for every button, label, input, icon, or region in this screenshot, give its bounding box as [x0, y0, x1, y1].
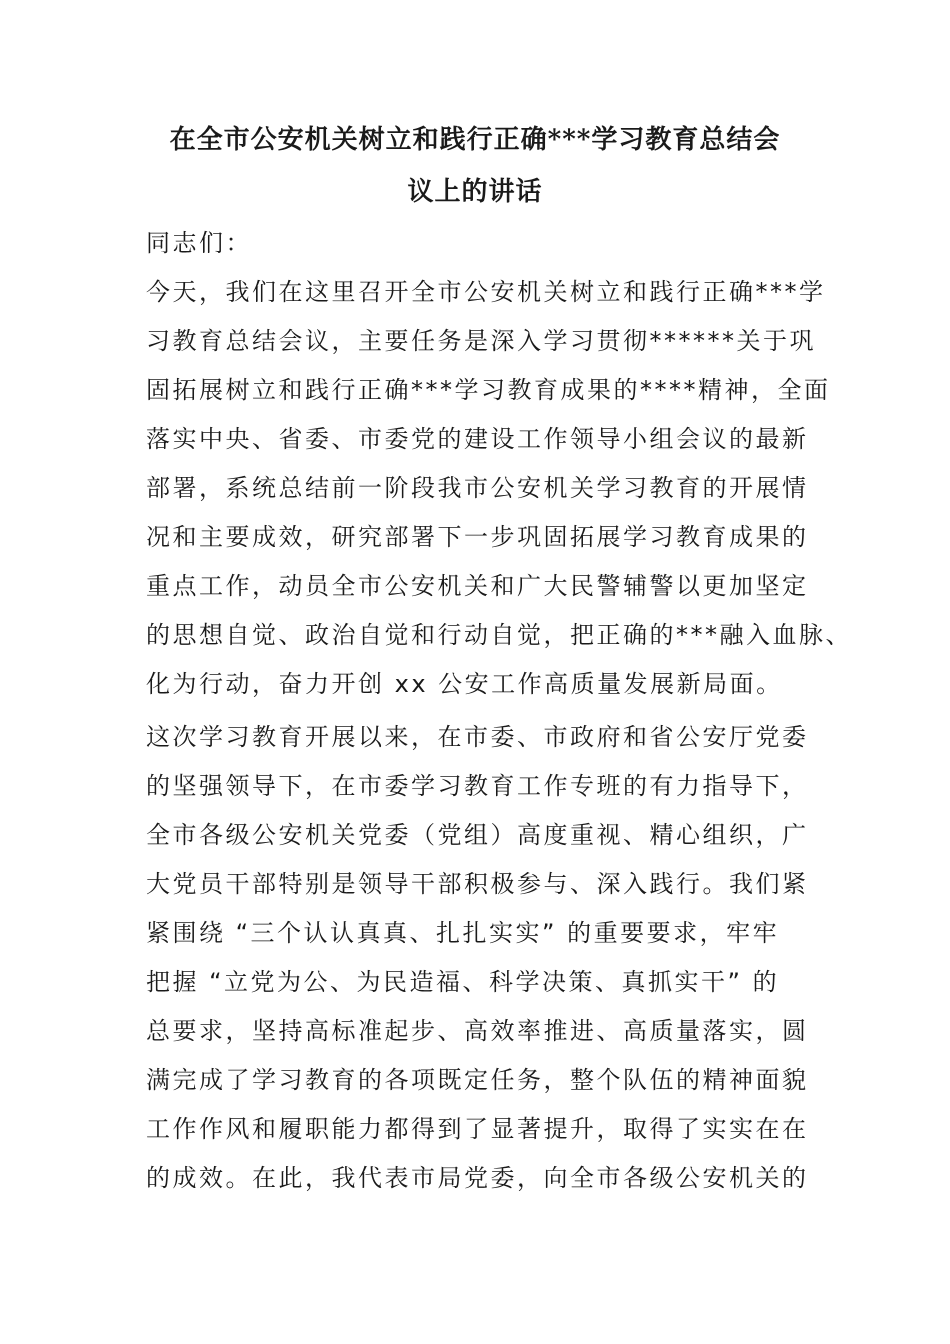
paragraph-1-line-9: 化为行动，奋力开创 xx 公安工作高质量发展新局面。	[146, 670, 783, 698]
paragraph-1-line-3: 固拓展树立和践行正确***学习教育成果的****精神，全面	[146, 376, 831, 404]
paragraph-1-line-7: 重点工作，动员全市公安机关和广大民警辅警以更加坚定	[146, 572, 809, 600]
paragraph-2-line-9: 工作作风和履职能力都得到了显著提升，取得了实实在在	[146, 1115, 809, 1143]
document-title-line-1: 在全市公安机关树立和践行正确***学习教育总结会	[169, 125, 781, 155]
salutation: 同志们：	[146, 229, 252, 257]
paragraph-1-line-2: 习教育总结会议，主要任务是深入学习贯彻******关于巩	[146, 327, 816, 355]
paragraph-2-line-2: 的坚强领导下，在市委学习教育工作专班的有力指导下，	[146, 772, 809, 800]
paragraph-1-line-6: 况和主要成效，研究部署下一步巩固拓展学习教育成果的	[146, 523, 809, 551]
paragraph-1-line-1: 今天，我们在这里召开全市公安机关树立和践行正确***学	[146, 278, 826, 306]
paragraph-2-line-6: 把握 “立党为公、为民造福、科学决策、真抓实干” 的	[146, 968, 780, 996]
paragraph-1-line-5: 部署，系统总结前一阶段我市公安机关学习教育的开展情	[146, 474, 809, 502]
paragraph-2-line-1: 这次学习教育开展以来，在市委、市政府和省公安厅党委	[146, 723, 809, 751]
paragraph-2-line-3: 全市各级公安机关党委（党组）高度重视、精心组织，广	[146, 821, 809, 849]
paragraph-2-line-10: 的成效。在此，我代表市局党委，向全市各级公安机关的	[146, 1164, 809, 1192]
paragraph-2-line-4: 大党员干部特别是领导干部积极参与、深入践行。我们紧	[146, 870, 809, 898]
paragraph-2-line-5: 紧围绕 “三个认认真真、扎扎实实” 的重要要求，牢牢	[146, 919, 780, 947]
paragraph-1-line-8: 的思想自觉、政治自觉和行动自觉，把正确的***融入血脉、	[146, 621, 852, 649]
paragraph-1-line-4: 落实中央、省委、市委党的建设工作领导小组会议的最新	[146, 425, 809, 453]
paragraph-2-line-7: 总要求，坚持高标准起步、高效率推进、高质量落实，圆	[146, 1017, 809, 1045]
paragraph-2-line-8: 满完成了学习教育的各项既定任务，整个队伍的精神面貌	[146, 1066, 809, 1094]
document-title-line-2: 议上的讲话	[407, 177, 543, 207]
